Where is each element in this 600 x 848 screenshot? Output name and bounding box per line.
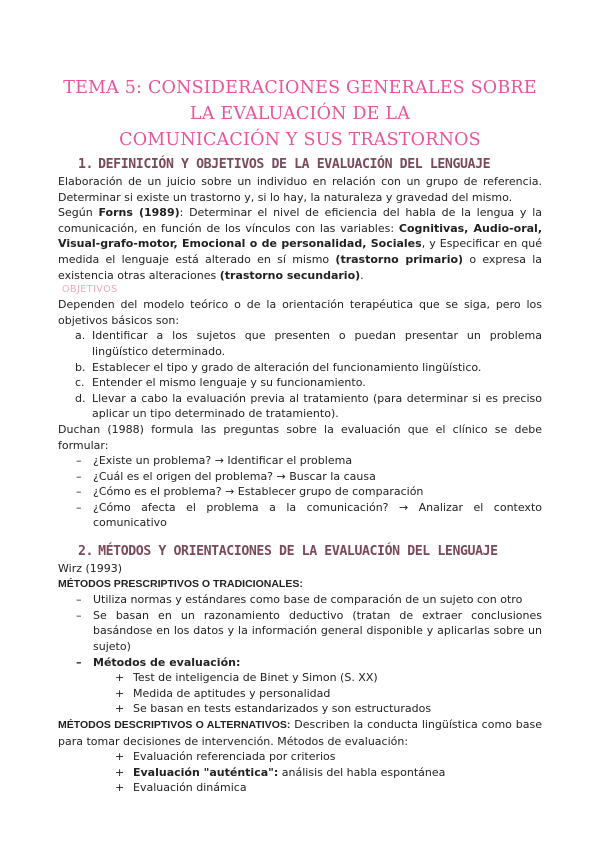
prescriptive-list (76, 592, 542, 670)
text-span: . (360, 268, 364, 282)
text-span: o expresa la existencia otras alteraciones (58, 252, 543, 282)
list-item (75, 328, 542, 359)
list-marker: d. (75, 391, 86, 405)
list-marker: – (76, 655, 82, 669)
objetivos-subheading: OBJETIVOS (62, 284, 118, 296)
list-item-text: ¿Existe un problema? → Identificar el problema (93, 454, 353, 468)
list-item (76, 655, 542, 671)
list-item-text: análisis del habla espontánea (278, 765, 446, 779)
list-item (115, 701, 542, 717)
descriptive-paragraph (58, 717, 542, 749)
list-item (76, 608, 542, 655)
list-item-text: Utiliza normas y estándares como base de comparación de un sujeto con otro (93, 593, 523, 607)
list-marker: – (76, 454, 82, 468)
list-item (115, 749, 542, 765)
list-marker: + (115, 750, 125, 764)
list-marker: + (115, 686, 125, 700)
list-item-text: ¿Cuál es el origen del problema? → Buscar la causa (93, 469, 376, 483)
title-line-1: TEMA 5: CONSIDERACIONES GENERALES SOBRE LA EVALUACIÓN DE LA (63, 78, 537, 124)
list-item (115, 780, 542, 796)
list-item-text: ¿Cómo afecta el problema a la comunicación? → Analizar el contexto comunicativo (93, 500, 542, 530)
list-item (76, 500, 542, 531)
list-marker: + (115, 781, 125, 795)
page-title (58, 0, 542, 153)
list-marker: – (76, 485, 82, 499)
bold-span: Cognitivas, Audio-oral, Visual-grafo-motor, Emocional o de personalidad, Sociales (58, 221, 542, 251)
list-item (115, 765, 542, 781)
list-item (76, 469, 542, 485)
section-2-number: 2. (78, 544, 94, 560)
section-1-number: 1. (78, 157, 94, 172)
descriptive-list (115, 749, 542, 796)
list-item-text: Evaluación dinámica (133, 781, 247, 795)
list-item (115, 670, 542, 686)
list-item (76, 453, 542, 469)
text-span: Según (58, 206, 99, 220)
list-marker: + (115, 765, 125, 779)
eval-methods-label: Métodos de evaluación: (93, 655, 241, 669)
list-item-text: Entender el mismo lenguaje y su funcionamiento. (92, 376, 366, 390)
section-2-heading-text: MÉTODOS Y ORIENTACIONES DE LA EVALUACIÓN DEL LENGUAJE (98, 544, 498, 560)
list-item-text: Llevar a cabo la evaluación previa al tratamiento (para determinar si es preciso aplicar un tipo determinado de tratamiento). (92, 391, 542, 421)
definition-paragraph: Elaboración de un juicio sobre un individuo en relación con un grupo de referencia. Determinar si existe un trastorno y, si lo hay, la naturaleza y gravedad del mismo. (58, 175, 542, 204)
descriptive-text: Describen la conducta lingüística como base para tomar decisiones de intervención. Métodos de evaluación: (58, 718, 543, 748)
list-marker: – (76, 500, 82, 514)
text-span: , y Especificar en qué medida el lenguaje está alterado en sí mismo (58, 237, 543, 266)
list-item-text: Se basan en tests estandarizados y son estructurados (133, 702, 432, 716)
list-item (115, 686, 542, 702)
list-item-text: Establecer el tipo y grado de alteración del funcionamiento lingüístico. (92, 360, 482, 374)
objetivos-intro: Dependen del modelo teórico o de la orientación terapéutica que se siga, pero los objetivos básicos son: (58, 298, 542, 327)
list-item-text: Identificar a los sujetos que presenten o puedan presentar un problema lingüístico determinado. (92, 329, 542, 358)
prescriptive-methods-label: MÉTODOS PRESCRIPTIVOS O TRADICIONALES: (58, 577, 303, 590)
list-item (75, 360, 542, 376)
list-item-text: ¿Cómo es el problema? → Establecer grupo de comparación (93, 485, 424, 499)
bold-span: Forns (1989) (98, 206, 180, 220)
text-span: : Determinar el nivel de eficiencia del habla de la lengua y la comunicación, en función de los vínculos con las variables: (58, 206, 542, 235)
bold-span: (trastorno primario) (335, 252, 464, 266)
author-reference: Wirz (1993) (58, 562, 123, 576)
list-item-text: Se basan en un razonamiento deductivo (tratan de extraer conclusiones basándose en los datos y la información general disponible y aplicarlas sobre un sujeto) (93, 608, 542, 654)
list-item-text: Medida de aptitudes y personalidad (133, 686, 331, 700)
list-marker: a. (75, 329, 86, 343)
list-marker: b. (75, 360, 86, 374)
section-2-heading (58, 543, 542, 561)
list-item (76, 484, 542, 500)
list-marker: – (76, 608, 82, 622)
list-marker: – (76, 593, 82, 607)
objectives-list (75, 328, 542, 422)
eval-methods-list (115, 670, 542, 717)
questions-list (76, 453, 542, 531)
list-item (75, 391, 542, 422)
list-item-bold: Evaluación "auténtica": (133, 765, 279, 779)
list-marker: – (76, 469, 82, 483)
section-1-heading-text: DEFINICIÓN Y OBJETIVOS DE LA EVALUACIÓN DEL LENGUAJE (98, 157, 491, 172)
bold-span: (trastorno secundario) (219, 268, 361, 282)
list-item-text: Test de inteligencia de Binet y Simon (S. XX) (133, 671, 378, 685)
list-item (75, 375, 542, 391)
list-marker: c. (75, 376, 85, 390)
list-item (76, 592, 542, 608)
forns-paragraph (58, 205, 542, 283)
section-1-heading (58, 156, 542, 174)
title-line-2: COMUNICACIÓN Y SUS TRASTORNOS (119, 130, 481, 150)
list-marker: + (115, 671, 125, 685)
duchan-paragraph: Duchan (1988) formula las preguntas sobre la evaluación que el clínico se debe formular: (58, 422, 542, 452)
list-item-text: Evaluación referenciada por criterios (133, 750, 336, 764)
descriptive-methods-label: MÉTODOS DESCRIPTIVOS O ALTERNATIVOS: (58, 719, 291, 731)
list-marker: + (115, 702, 125, 716)
